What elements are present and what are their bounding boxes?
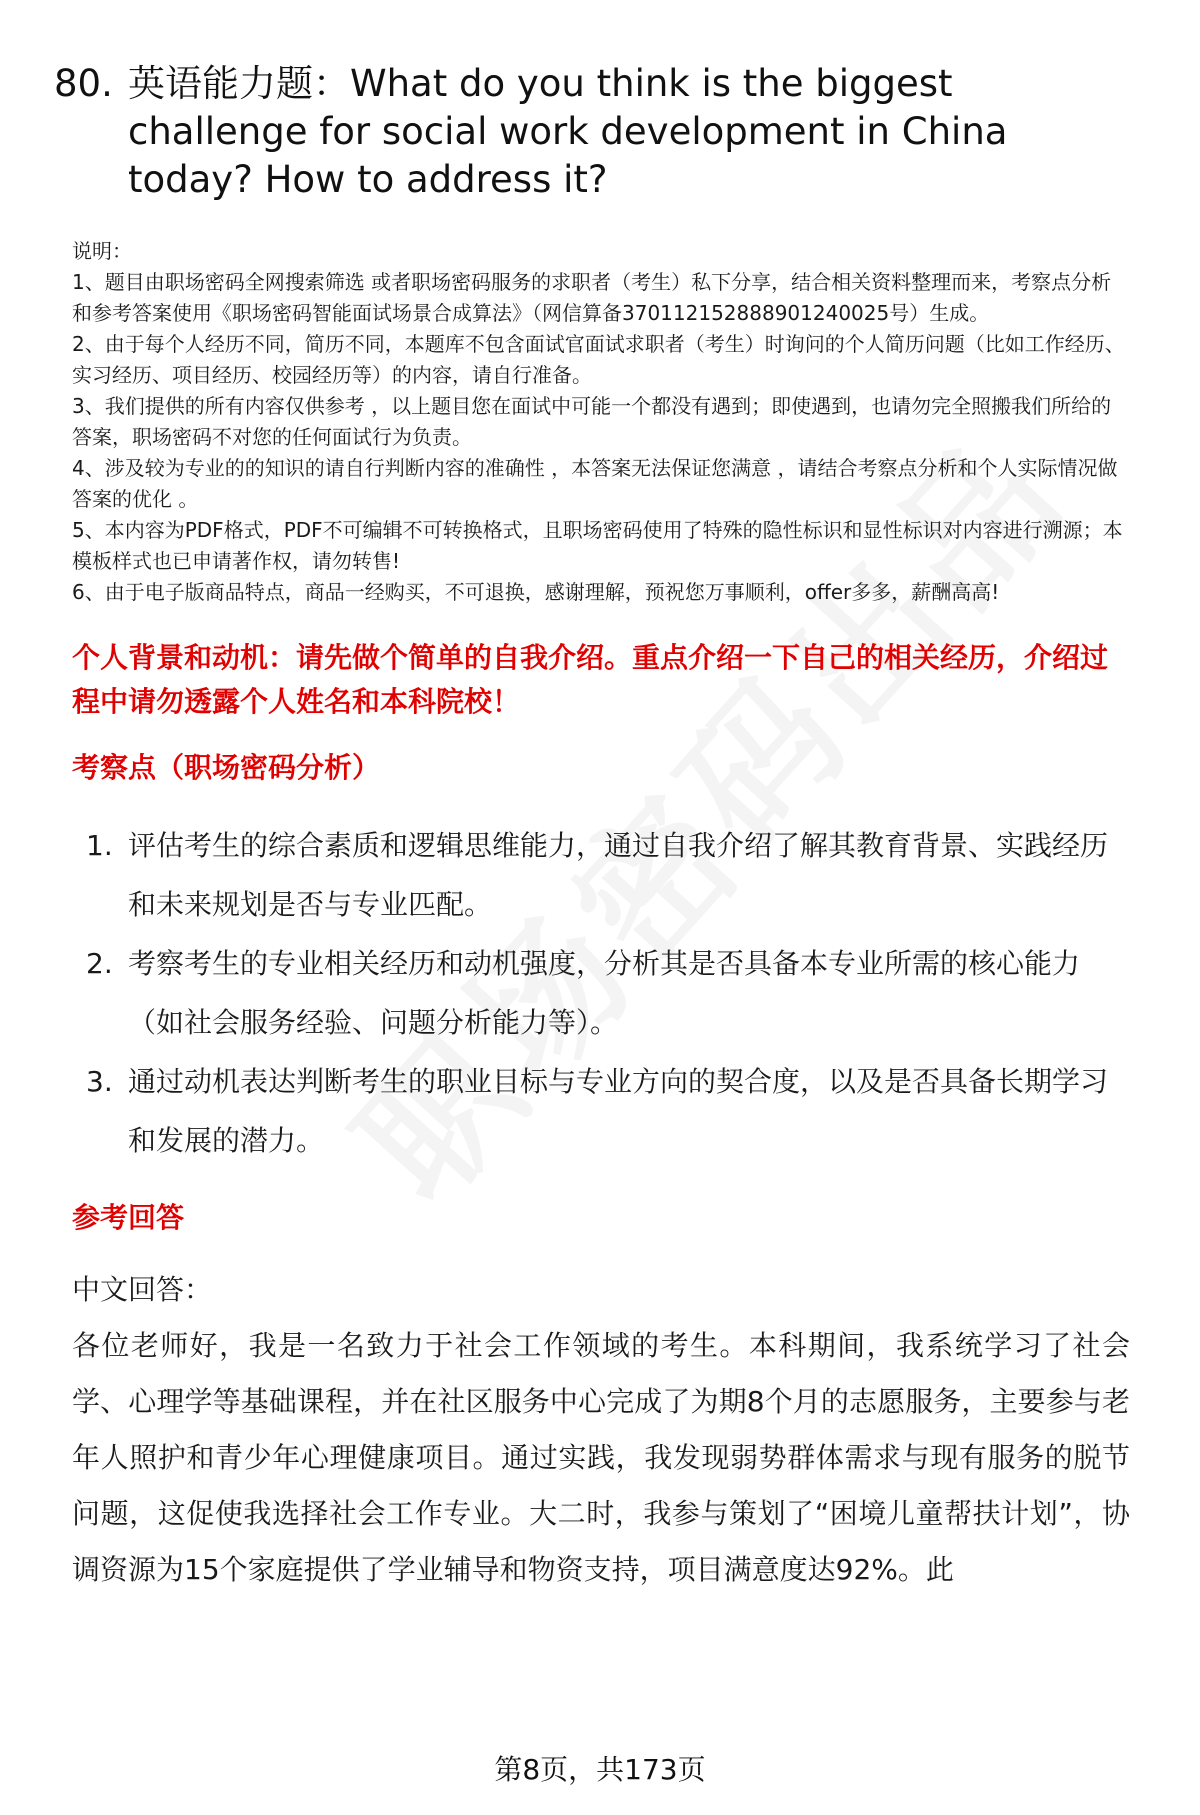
exam-points-heading: 考察点（职场密码分析）: [72, 751, 381, 784]
document-page: [0, 60, 1200, 1815]
exam-point-item: [72, 816, 1130, 934]
notes-title: 说明：: [72, 239, 132, 263]
exam-point-item: [72, 934, 1130, 1052]
question-text: 英语能力题：What do you think is the biggest challenge for social work development in China today? How to address it?: [128, 62, 1008, 201]
exam-point-number: 3.: [86, 1065, 113, 1098]
note-item: 1、题目由职场密码全网搜索筛选 或者职场密码服务的求职者（考生）私下分享，结合相关资料整理而来，考察点分析和参考答案使用《职场密码智能面试场景合成算法》（网信算备370112152888901240025号）生成。: [72, 270, 1112, 325]
answer-heading: 参考回答: [72, 1201, 185, 1234]
note-item: 2、由于每个人经历不同，简历不同，本题库不包含面试官面试求职者（考生）时询问的个人简历问题（比如工作经历、实习经历、项目经历、校园经历等）的内容，请自行准备。: [72, 332, 1125, 387]
question-number: 80.: [54, 62, 113, 105]
note-item: 6、由于电子版商品特点，商品一经购买，不可退换，感谢理解，预祝您万事顺利，offer多多，薪酬高高!: [72, 580, 1000, 604]
page-footer: 第8页，共173页: [494, 1753, 706, 1786]
exam-point-text: 通过动机表达判断考生的职业目标与专业方向的契合度，以及是否具备长期学习和发展的潜力。: [128, 1065, 1109, 1157]
answer-paragraph: 各位老师好，我是一名致力于社会工作领域的考生。本科期间，我系统学习了社会学、心理学等基础课程，并在社区服务中心完成了为期8个月的志愿服务，主要参与老年人照护和青少年心理健康项目。通过实践，我发现弱势群体需求与现有服务的脱节问题，这促使我选择社会工作专业。大二时，我参与策划了“困境儿童帮扶计划”，协调资源为15个家庭提供了学业辅导和物资支持，项目满意度达92%。此: [72, 1329, 1130, 1586]
exam-point-number: 1.: [86, 829, 113, 862]
answer-section: [72, 1262, 1130, 1598]
note-item: 4、涉及较为专业的的知识的请自行判断内容的准确性 ，本答案无法保证您满意 ，请结合考察点分析和个人实际情况做答案的优化 。: [72, 456, 1118, 511]
exam-points-list: [72, 816, 1130, 1170]
page-content: [54, 60, 1130, 1598]
exam-point-text: 评估考生的综合素质和逻辑思维能力，通过自我介绍了解其教育背景、实践经历和未来规划是否与专业匹配。: [128, 829, 1109, 921]
note-item: 3、我们提供的所有内容仅供参考 ，以上题目您在面试中可能一个都没有遇到；即使遇到，也请勿完全照搬我们所给的答案，职场密码不对您的任何面试行为负责。: [72, 394, 1112, 449]
intro-heading: 个人背景和动机：请先做个简单的自我介绍。重点介绍一下自己的相关经历，介绍过程中请勿透露个人姓名和本科院校！: [72, 641, 1109, 718]
answer-label: 中文回答：: [72, 1273, 213, 1306]
exam-point-text: 考察考生的专业相关经历和动机强度，分析其是否具备本专业所需的核心能力（如社会服务经验、问题分析能力等）。: [128, 947, 1081, 1039]
exam-point-number: 2.: [86, 947, 113, 980]
question-title: [54, 60, 1130, 204]
note-item: 5、本内容为PDF格式，PDF不可编辑不可转换格式，且职场密码使用了特殊的隐性标识和显性标识对内容进行溯源；本模板样式也已申请著作权，请勿转售!: [72, 518, 1123, 573]
exam-point-item: [72, 1052, 1130, 1170]
notes-section: [72, 236, 1130, 608]
